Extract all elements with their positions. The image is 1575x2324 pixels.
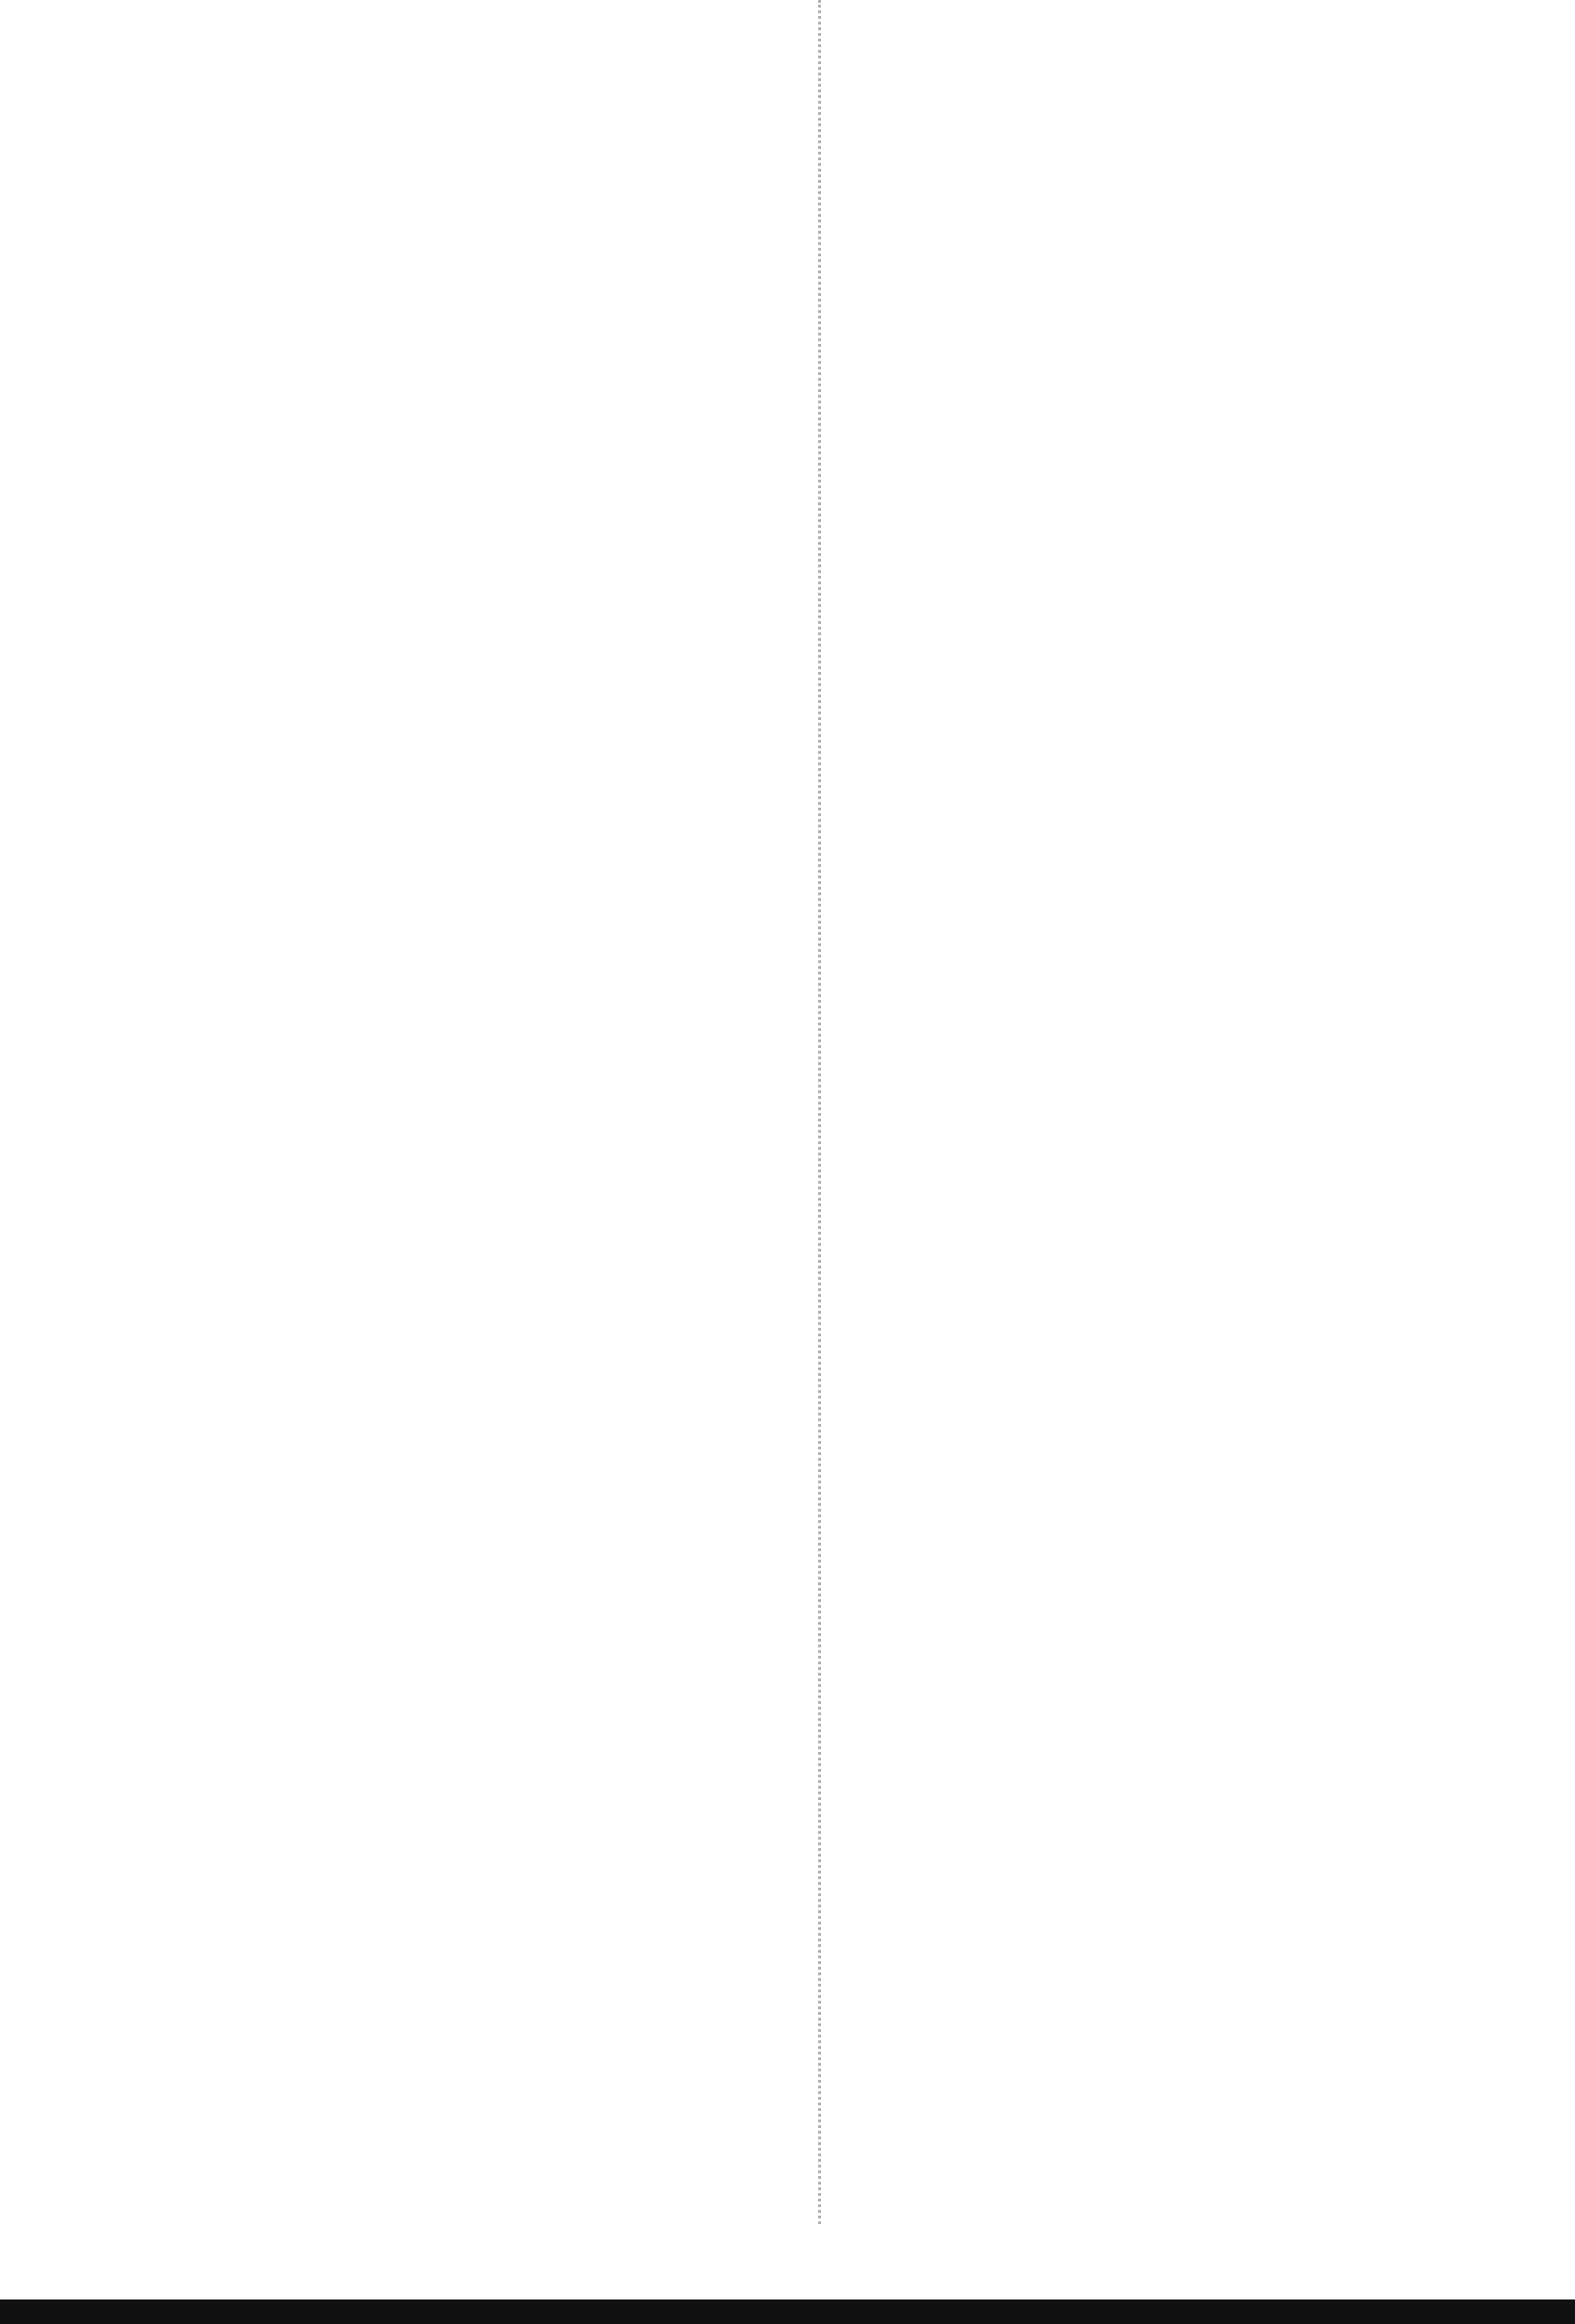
bottom-bar	[0, 2299, 1575, 2324]
column-divider	[818, 0, 821, 2224]
